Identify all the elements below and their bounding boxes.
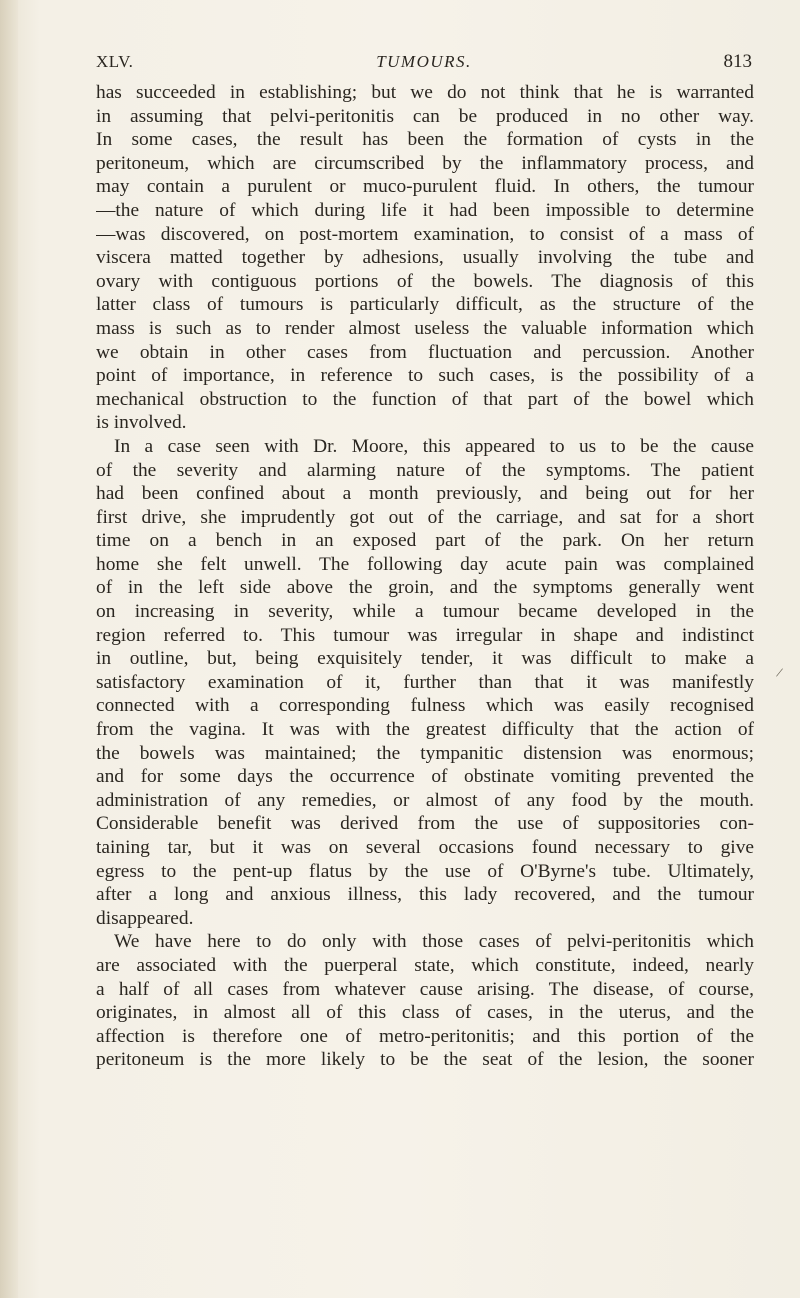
text-line: is involved.	[96, 412, 187, 434]
text-line: home she felt unwell. The following day acute pain was complained	[96, 553, 754, 575]
text-line: affection is therefore one of metro-peritonitis; and this portion of the	[96, 1025, 754, 1047]
text-line: of in the left side above the groin, and the symptoms generally went	[96, 577, 754, 599]
text-line: mass is such as to render almost useless the valuable information which	[96, 317, 754, 339]
text-line: of the severity and alarming nature of the symptoms. The patient	[96, 459, 754, 481]
text-line: originates, in almost all of this class of cases, in the uterus, and the	[96, 1002, 754, 1024]
margin-pencil-mark: /	[774, 665, 784, 682]
text-line: viscera matted together by adhesions, usually involving the tube and	[96, 247, 754, 269]
text-line: has succeeded in establishing; but we do not think that he is warranted	[96, 82, 754, 103]
text-line: In a case seen with Dr. Moore, this appeared to us to be the cause	[114, 435, 754, 457]
chapter-number: XLV.	[96, 52, 134, 71]
text-line: —the nature of which during life it had been impossible to determine	[96, 199, 754, 221]
text-line: first drive, she imprudently got out of the carriage, and sat for a short	[96, 506, 754, 528]
text-line: on increasing in severity, while a tumour became developed in the	[96, 601, 754, 623]
text-line: egress to the pent-up flatus by the use of O'Byrne's tube. Ultimately,	[96, 860, 754, 882]
text-line: and for some days the occurrence of obstinate vomiting prevented the	[96, 766, 754, 788]
text-line: We have here to do only with those cases of pelvi-peritonitis which	[114, 931, 754, 953]
body-text	[96, 81, 754, 1072]
text-line: from the vagina. It was with the greatest difficulty that the action of	[96, 719, 754, 741]
text-line: in outline, but, being exquisitely tender, it was difficult to make a	[96, 648, 754, 670]
text-line: connected with a corresponding fulness which was easily recognised	[96, 695, 754, 717]
text-line: —was discovered, on post-mortem examination, to consist of a mass of	[96, 223, 754, 245]
text-line: after a long and anxious illness, this lady recovered, and the tumour	[96, 884, 754, 906]
text-line: administration of any remedies, or almost of any food by the mouth.	[96, 789, 754, 811]
text-line: are associated with the puerperal state, which constitute, indeed, nearly	[96, 954, 754, 976]
text-line: In some cases, the result has been the formation of cysts in the	[96, 129, 754, 151]
text-line: mechanical obstruction to the function of that part of the bowel which	[96, 388, 754, 410]
page-number: 813	[723, 51, 752, 72]
text-line: time on a bench in an exposed part of the park. On her return	[96, 530, 754, 552]
text-line: ovary with contiguous portions of the bowels. The diagnosis of this	[96, 270, 754, 292]
text-line: in assuming that pelvi-peritonitis can be produced in no other way.	[96, 105, 754, 127]
running-header	[96, 48, 752, 76]
page-gutter-shadow	[0, 0, 18, 1298]
text-line: peritoneum, which are circumscribed by the inflammatory process, and	[96, 152, 754, 174]
text-line: peritoneum is the more likely to be the seat of the lesion, the sooner	[96, 1049, 754, 1071]
text-line: point of importance, in reference to such cases, is the possibility of a	[96, 365, 754, 387]
text-line: a half of all cases from whatever cause arising. The disease, of course,	[96, 978, 754, 1000]
text-line: Considerable benefit was derived from the use of suppositories con-	[96, 813, 754, 835]
text-line: taining tar, but it was on several occasions found necessary to give	[96, 837, 754, 858]
text-line: latter class of tumours is particularly difficult, as the structure of the	[96, 294, 754, 316]
text-line: may contain a purulent or muco-purulent fluid. In others, the tumour	[96, 176, 754, 198]
text-line: satisfactory examination of it, further than that it was manifestly	[96, 671, 754, 693]
text-line: disappeared.	[96, 907, 194, 929]
running-title: TUMOURS.	[376, 52, 472, 71]
text-line: had been confined about a month previously, and being out for her	[96, 483, 754, 505]
text-line: we obtain in other cases from fluctuation and percussion. Another	[96, 341, 754, 363]
text-line: the bowels was maintained; the tympanitic distension was enormous;	[96, 742, 754, 764]
text-line: region referred to. This tumour was irregular in shape and indistinct	[96, 624, 754, 646]
